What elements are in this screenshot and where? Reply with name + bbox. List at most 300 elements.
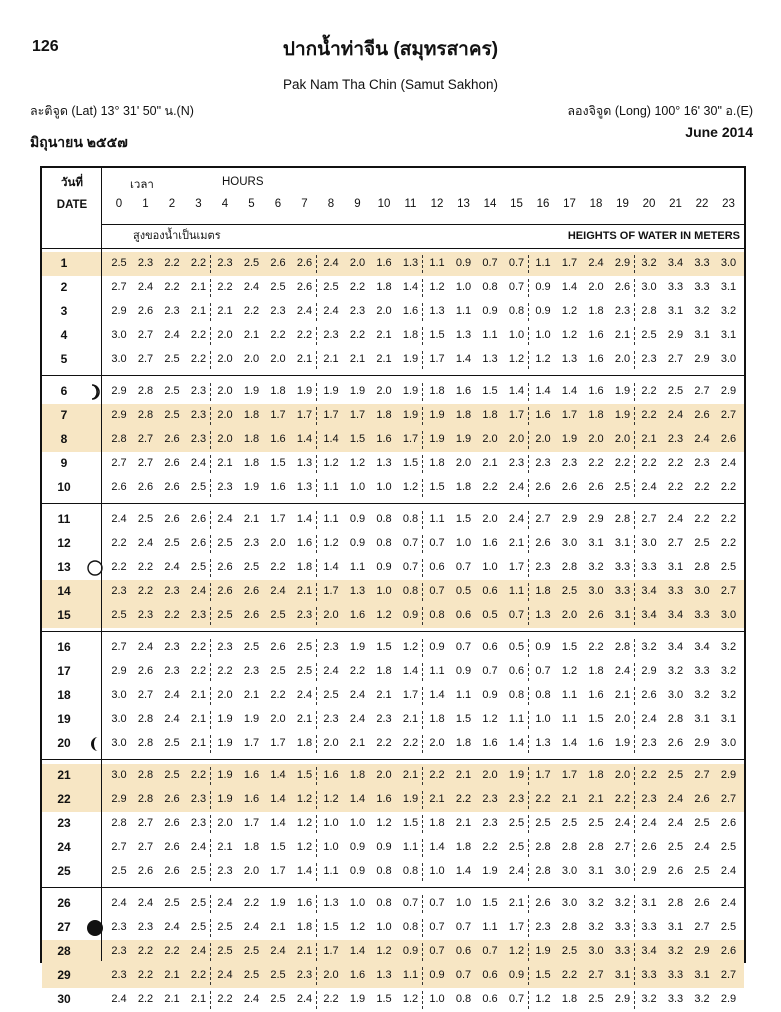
day-number: 10 <box>57 480 71 494</box>
height-value: 1.4 <box>561 385 578 397</box>
height-value: 3.0 <box>588 585 604 597</box>
hour-group-separator <box>422 895 423 913</box>
height-value: 1.9 <box>482 865 498 877</box>
height-value: 1.3 <box>455 329 472 341</box>
height-value: 2.1 <box>217 841 233 853</box>
height-value: 3.3 <box>614 585 631 597</box>
day-number: 4 <box>60 328 68 342</box>
height-value: 2.1 <box>561 793 578 805</box>
height-value: 2.3 <box>137 257 154 269</box>
height-value: 1.4 <box>270 769 286 781</box>
height-value: 2.3 <box>217 481 233 493</box>
group-divider <box>42 631 744 632</box>
height-value: 2.5 <box>508 841 525 853</box>
longitude-label: ลองจิจูด (Long) 100° 16' 30" อ.(E) <box>567 104 753 118</box>
height-value: 2.2 <box>720 513 737 525</box>
hour-label: 1 <box>142 198 149 210</box>
height-value: 0.8 <box>402 513 419 525</box>
height-value: 2.1 <box>376 353 392 365</box>
height-value: 3.0 <box>720 257 737 269</box>
height-value: 0.9 <box>376 561 392 573</box>
height-value: 2.4 <box>508 481 525 493</box>
height-value: 2.5 <box>190 865 207 877</box>
day-number: 20 <box>57 736 71 750</box>
height-value: 2.1 <box>296 713 313 725</box>
height-value: 2.8 <box>535 865 551 877</box>
hour-header-row <box>42 198 744 216</box>
height-value: 1.3 <box>561 353 578 365</box>
height-value: 1.5 <box>376 993 392 1005</box>
hour-label: 10 <box>377 198 391 210</box>
height-value: 2.7 <box>667 353 684 365</box>
height-value: 2.3 <box>137 609 154 621</box>
hour-group-separator <box>528 511 529 529</box>
hour-group-separator <box>316 687 317 705</box>
height-value: 3.1 <box>667 561 684 573</box>
height-value: 0.9 <box>349 537 366 549</box>
table-row <box>42 660 744 684</box>
height-value: 1.3 <box>376 969 392 981</box>
height-value: 2.2 <box>323 993 339 1005</box>
day-number: 29 <box>57 968 71 982</box>
hour-group-separator <box>210 279 211 297</box>
day-number: 3 <box>60 304 68 318</box>
hour-group-separator <box>316 735 317 753</box>
height-value: 2.4 <box>164 329 180 341</box>
height-value: 2.5 <box>164 537 180 549</box>
height-value: 0.8 <box>455 993 472 1005</box>
date-header-thai: วันที่ <box>61 177 83 189</box>
height-value: 3.4 <box>694 641 710 653</box>
height-value: 1.1 <box>323 481 339 493</box>
height-value: 2.2 <box>694 513 710 525</box>
height-value: 3.4 <box>667 609 684 621</box>
height-value: 3.1 <box>694 969 710 981</box>
hour-group-separator <box>210 583 211 601</box>
table-row <box>42 636 744 660</box>
height-value: 2.5 <box>323 689 339 701</box>
height-value: 0.9 <box>349 865 366 877</box>
height-value: 1.3 <box>323 897 339 909</box>
height-value: 2.3 <box>190 433 207 445</box>
height-value: 1.7 <box>429 353 445 365</box>
height-value: 2.1 <box>376 689 392 701</box>
height-value: 2.6 <box>296 257 313 269</box>
height-value: 2.7 <box>694 769 710 781</box>
hour-group-separator <box>210 607 211 625</box>
height-value: 1.6 <box>588 329 604 341</box>
height-value: 0.7 <box>429 585 445 597</box>
height-value: 1.9 <box>402 385 419 397</box>
hour-label: 23 <box>722 198 735 210</box>
hour-group-separator <box>634 791 635 809</box>
height-value: 1.8 <box>455 481 472 493</box>
height-value: 2.5 <box>164 353 180 365</box>
height-value: 1.4 <box>535 385 551 397</box>
height-value: 1.4 <box>508 385 525 397</box>
height-value: 3.3 <box>614 561 631 573</box>
hour-group-separator <box>316 791 317 809</box>
height-value: 0.8 <box>376 897 392 909</box>
height-value: 1.9 <box>349 385 366 397</box>
table-row <box>42 380 744 404</box>
height-value: 2.8 <box>694 561 710 573</box>
time-header-thai: เวลา <box>130 179 154 191</box>
height-value: 1.4 <box>270 817 286 829</box>
height-value: 2.1 <box>217 457 233 469</box>
height-value: 1.6 <box>349 969 366 981</box>
height-value: 3.0 <box>561 897 578 909</box>
height-value: 2.2 <box>614 457 631 469</box>
height-value: 2.7 <box>137 457 154 469</box>
height-value: 2.2 <box>667 481 684 493</box>
height-value: 1.2 <box>402 481 419 493</box>
height-value: 1.8 <box>429 457 445 469</box>
table-row <box>42 452 744 476</box>
hour-group-separator <box>210 327 211 345</box>
group-divider <box>42 503 744 504</box>
height-value: 2.2 <box>164 281 180 293</box>
height-value: 2.8 <box>561 561 578 573</box>
height-value: 1.8 <box>243 841 260 853</box>
height-value: 2.7 <box>137 841 154 853</box>
height-value: 1.8 <box>588 305 604 317</box>
height-value: 3.1 <box>667 305 684 317</box>
height-value: 2.4 <box>270 945 286 957</box>
height-value: 2.7 <box>137 329 154 341</box>
height-value: 2.2 <box>111 537 127 549</box>
hour-group-separator <box>528 943 529 961</box>
height-value: 2.3 <box>217 641 233 653</box>
height-value: 2.1 <box>243 513 260 525</box>
height-value: 1.6 <box>270 481 286 493</box>
hour-group-separator <box>528 351 529 369</box>
height-value: 2.4 <box>694 841 710 853</box>
height-value: 2.3 <box>164 641 180 653</box>
height-value: 2.2 <box>190 353 207 365</box>
height-value: 1.1 <box>482 329 498 341</box>
height-value: 2.3 <box>296 969 313 981</box>
height-value: 1.6 <box>588 353 604 365</box>
height-value: 2.2 <box>137 561 154 573</box>
height-value: 1.9 <box>508 769 525 781</box>
hour-group-separator <box>634 863 635 881</box>
height-value: 2.3 <box>164 585 180 597</box>
height-value: 2.4 <box>270 585 286 597</box>
height-value: 2.1 <box>164 993 180 1005</box>
height-value: 2.4 <box>164 561 180 573</box>
height-value: 2.8 <box>561 841 578 853</box>
hour-label: 3 <box>195 198 202 210</box>
hour-label: 9 <box>354 198 361 210</box>
height-value: 2.8 <box>561 921 578 933</box>
height-value: 3.4 <box>641 609 657 621</box>
height-value: 0.7 <box>429 537 445 549</box>
month-thai-label: มิถุนายน ๒๕๕๗ <box>30 134 128 150</box>
table-row <box>42 684 744 708</box>
height-value: 2.9 <box>614 257 631 269</box>
height-value: 1.2 <box>296 841 313 853</box>
hour-group-separator <box>528 663 529 681</box>
height-value: 1.8 <box>455 841 472 853</box>
height-value: 3.2 <box>667 945 684 957</box>
height-value: 2.2 <box>720 481 737 493</box>
height-value: 2.3 <box>667 433 684 445</box>
hour-group-separator <box>422 863 423 881</box>
height-value: 2.5 <box>720 921 737 933</box>
height-value: 1.9 <box>217 713 233 725</box>
height-value: 1.2 <box>296 793 313 805</box>
hour-group-separator <box>528 535 529 553</box>
height-value: 1.6 <box>482 737 498 749</box>
height-value: 1.8 <box>482 409 498 421</box>
height-value: 2.2 <box>455 793 472 805</box>
day-number: 24 <box>57 840 71 854</box>
table-row <box>42 708 744 732</box>
height-value: 2.7 <box>111 457 127 469</box>
height-value: 2.2 <box>243 305 260 317</box>
hour-group-separator <box>316 327 317 345</box>
day-number: 15 <box>57 608 71 622</box>
height-value: 0.7 <box>508 257 525 269</box>
height-value: 2.0 <box>588 433 604 445</box>
height-value: 1.2 <box>323 537 339 549</box>
height-value: 1.6 <box>588 689 604 701</box>
height-value: 2.3 <box>190 385 207 397</box>
height-value: 2.0 <box>217 433 233 445</box>
table-row <box>42 988 744 1012</box>
height-value: 0.8 <box>508 305 525 317</box>
group-divider <box>42 759 744 760</box>
height-value: 2.2 <box>561 969 578 981</box>
height-value: 3.3 <box>641 969 657 981</box>
heights-header-thai: สูงของน้ำเป็นเมตร <box>133 230 221 242</box>
height-value: 2.2 <box>376 737 392 749</box>
height-value: 2.5 <box>217 945 233 957</box>
height-value: 0.6 <box>482 641 498 653</box>
hour-group-separator <box>210 255 211 273</box>
height-value: 2.7 <box>720 793 737 805</box>
height-value: 2.6 <box>720 433 737 445</box>
table-row <box>42 508 744 532</box>
height-value: 2.7 <box>641 513 657 525</box>
height-value: 2.5 <box>694 537 710 549</box>
hour-group-separator <box>422 327 423 345</box>
height-value: 3.2 <box>667 665 684 677</box>
height-value: 1.0 <box>508 329 525 341</box>
height-value: 2.1 <box>296 585 313 597</box>
height-value: 0.9 <box>402 609 419 621</box>
table-row <box>42 604 744 628</box>
height-value: 2.4 <box>111 513 127 525</box>
height-value: 2.8 <box>137 769 154 781</box>
height-value: 0.9 <box>349 513 366 525</box>
height-value: 1.9 <box>455 433 472 445</box>
height-value: 2.3 <box>349 305 366 317</box>
height-value: 2.2 <box>217 665 233 677</box>
hour-group-separator <box>210 991 211 1009</box>
height-value: 2.8 <box>137 793 154 805</box>
height-value: 1.2 <box>376 609 392 621</box>
height-value: 1.4 <box>508 737 525 749</box>
height-value: 1.8 <box>296 737 313 749</box>
height-value: 2.4 <box>164 713 180 725</box>
height-value: 1.8 <box>429 817 445 829</box>
day-number: 5 <box>60 352 68 366</box>
height-value: 2.8 <box>535 841 551 853</box>
height-value: 2.6 <box>667 865 684 877</box>
height-value: 3.1 <box>720 281 737 293</box>
hour-group-separator <box>316 255 317 273</box>
height-value: 1.2 <box>323 793 339 805</box>
height-value: 3.2 <box>588 897 604 909</box>
height-value: 0.7 <box>508 281 525 293</box>
height-value: 3.0 <box>720 609 737 621</box>
height-value: 3.1 <box>588 537 604 549</box>
hour-group-separator <box>210 895 211 913</box>
height-value: 1.8 <box>349 769 366 781</box>
height-value: 3.0 <box>667 689 684 701</box>
height-value: 2.9 <box>694 353 710 365</box>
height-value: 2.5 <box>190 921 207 933</box>
height-value: 2.5 <box>164 385 180 397</box>
hour-group-separator <box>422 967 423 985</box>
height-value: 2.5 <box>270 969 286 981</box>
hour-group-separator <box>210 383 211 401</box>
height-value: 2.9 <box>667 329 684 341</box>
height-value: 1.4 <box>323 433 339 445</box>
height-value: 1.1 <box>535 257 551 269</box>
height-value: 1.3 <box>535 737 551 749</box>
height-value: 2.6 <box>588 609 604 621</box>
height-value: 2.4 <box>190 945 207 957</box>
hour-group-separator <box>422 815 423 833</box>
height-value: 2.5 <box>535 817 551 829</box>
height-value: 3.3 <box>641 561 657 573</box>
height-value: 2.3 <box>323 641 339 653</box>
height-value: 2.6 <box>270 641 286 653</box>
hour-label: 11 <box>404 198 417 210</box>
day-number: 12 <box>57 536 71 550</box>
hour-group-separator <box>210 863 211 881</box>
height-value: 2.0 <box>561 609 578 621</box>
height-value: 2.2 <box>164 945 180 957</box>
hour-group-separator <box>528 967 529 985</box>
height-value: 2.2 <box>641 409 657 421</box>
day-number: 22 <box>57 792 71 806</box>
height-value: 1.5 <box>270 457 286 469</box>
height-value: 2.5 <box>667 841 684 853</box>
table-row <box>42 860 744 884</box>
hour-group-separator <box>422 303 423 321</box>
height-value: 1.1 <box>323 865 339 877</box>
height-value: 1.5 <box>588 713 604 725</box>
hour-group-separator <box>528 991 529 1009</box>
height-value: 2.4 <box>720 897 737 909</box>
day-number: 2 <box>60 280 68 294</box>
height-value: 1.8 <box>429 385 445 397</box>
latitude-label: ละติจูด (Lat) 13° 31' 50" น.(N) <box>30 104 194 118</box>
height-value: 2.4 <box>667 817 684 829</box>
height-value: 3.1 <box>641 897 657 909</box>
height-value: 1.2 <box>561 665 578 677</box>
height-value: 2.5 <box>720 561 737 573</box>
height-value: 1.8 <box>376 409 392 421</box>
height-value: 2.6 <box>164 841 180 853</box>
height-value: 2.4 <box>323 665 339 677</box>
height-value: 0.9 <box>482 689 498 701</box>
heights-header: HEIGHTS OF WATER IN METERS <box>567 230 740 242</box>
height-value: 1.5 <box>482 385 498 397</box>
height-value: 1.0 <box>429 865 445 877</box>
height-value: 2.3 <box>535 561 551 573</box>
table-row <box>42 812 744 836</box>
height-value: 1.8 <box>296 921 313 933</box>
height-value: 0.7 <box>455 921 472 933</box>
height-value: 1.3 <box>349 585 366 597</box>
height-value: 3.3 <box>694 281 710 293</box>
height-value: 1.8 <box>270 385 286 397</box>
hour-group-separator <box>210 815 211 833</box>
height-value: 2.8 <box>667 897 684 909</box>
height-value: 2.3 <box>296 609 313 621</box>
hour-label: 7 <box>301 198 308 210</box>
height-value: 2.0 <box>217 329 233 341</box>
height-value: 1.1 <box>482 921 498 933</box>
hour-group-separator <box>634 919 635 937</box>
height-value: 2.8 <box>588 841 604 853</box>
station-title-thai: ปากน้ำท่าจีน (สมุทรสาคร) <box>282 39 499 60</box>
height-value: 3.3 <box>694 257 710 269</box>
height-value: 1.4 <box>296 433 313 445</box>
height-value: 2.7 <box>111 641 127 653</box>
height-value: 2.1 <box>614 689 631 701</box>
height-value: 2.2 <box>349 281 366 293</box>
height-value: 2.5 <box>243 969 260 981</box>
height-value: 0.8 <box>402 585 419 597</box>
height-value: 1.4 <box>349 793 366 805</box>
height-value: 1.8 <box>588 409 604 421</box>
height-value: 2.2 <box>482 841 498 853</box>
height-value: 1.6 <box>535 409 551 421</box>
height-value: 1.0 <box>376 481 392 493</box>
hour-group-separator <box>422 607 423 625</box>
hour-group-separator <box>634 303 635 321</box>
height-value: 2.6 <box>694 897 710 909</box>
hour-group-separator <box>316 351 317 369</box>
height-value: 2.9 <box>694 945 710 957</box>
height-value: 2.4 <box>667 409 684 421</box>
height-value: 2.4 <box>667 513 684 525</box>
height-value: 2.1 <box>190 305 207 317</box>
hour-group-separator <box>210 431 211 449</box>
height-value: 0.8 <box>376 537 392 549</box>
height-value: 3.1 <box>694 329 710 341</box>
height-value: 0.7 <box>482 257 498 269</box>
hour-group-separator <box>528 327 529 345</box>
hour-group-separator <box>634 711 635 729</box>
height-value: 2.7 <box>137 817 154 829</box>
height-value: 2.2 <box>217 993 233 1005</box>
table-row <box>42 300 744 324</box>
height-value: 2.3 <box>323 329 339 341</box>
height-value: 3.2 <box>641 993 657 1005</box>
day-number: 7 <box>60 408 68 422</box>
hour-group-separator <box>634 895 635 913</box>
height-value: 2.2 <box>190 969 207 981</box>
height-value: 2.4 <box>243 921 260 933</box>
height-value: 1.8 <box>296 561 313 573</box>
